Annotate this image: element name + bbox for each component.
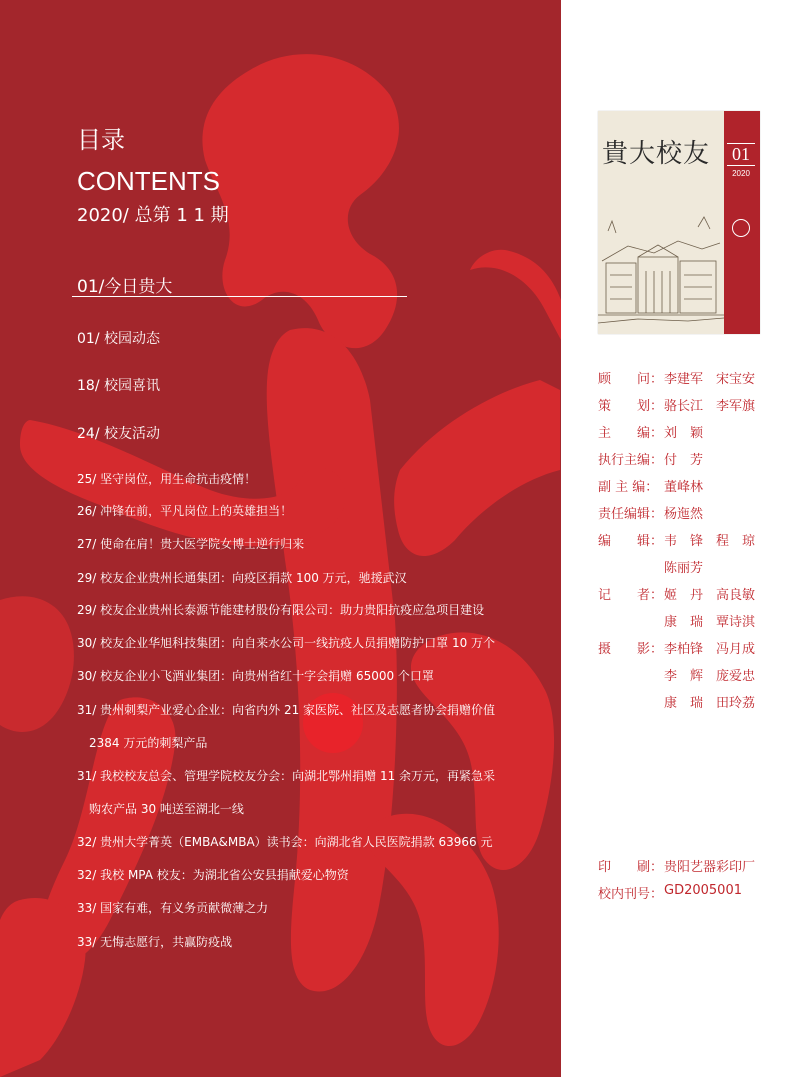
credit-value: 康 瑞 覃诗淇 <box>664 615 756 630</box>
university-seal-icon <box>732 219 750 237</box>
toc-item[interactable]: 30/ 校友企业华旭科技集团：向自来水公司一线抗疫人员捐赠防护口罩 10 万个 <box>77 636 496 650</box>
cover-issue-number: 01 <box>727 143 755 166</box>
toc-item[interactable]: 29/ 校友企业贵州长泰源节能建材股份有限公司：助力贵阳抗疫应急项目建设 <box>77 603 485 617</box>
publication-label: 校内刊号： <box>598 887 664 902</box>
credit-value: 陈丽芳 <box>664 561 704 576</box>
printing-label: 印 刷： <box>598 860 664 875</box>
printing-value: 贵阳艺器彩印厂 <box>664 860 756 875</box>
cover-year: 2020 <box>732 169 750 178</box>
credit-value: 韦 锋 程 琼 <box>664 534 756 549</box>
publication-number: GD2005001 <box>664 883 742 898</box>
toc-item[interactable]: 33/ 国家有难，有义务贡献微薄之力 <box>77 901 269 915</box>
credit-value: 李建军 宋宝安 <box>664 372 756 387</box>
credit-value: 付 芳 <box>664 453 704 468</box>
credit-value: 刘 颖 <box>664 426 704 441</box>
credit-label: 记 者： <box>598 588 664 603</box>
section-title: 01/今日贵大 <box>77 277 173 297</box>
cover-title: 貴大校友 <box>602 139 711 169</box>
credit-label: 责任编辑： <box>598 507 664 522</box>
toc-item-continuation[interactable]: 购农产品 30 吨送至湖北一线 <box>89 802 244 816</box>
toc-item[interactable]: 31/ 贵州刺梨产业爱心企业：向省内外 21 家医院、社区及志愿者协会捐赠价值 <box>77 703 496 717</box>
toc-item[interactable]: 25/ 坚守岗位，用生命抗击疫情！ <box>77 472 257 486</box>
toc-item[interactable]: 30/ 校友企业小飞酒业集团：向贵州省红十字会捐赠 65000 个口罩 <box>77 669 434 683</box>
toc-item[interactable]: 31/ 我校校友总会、管理学院校友分会：向湖北鄂州捐赠 11 余万元，再紧急采 <box>77 769 496 783</box>
toc-item-continuation[interactable]: 2384 万元的刺梨产品 <box>89 736 208 750</box>
toc-item[interactable]: 01/ 校园动态 <box>77 331 160 347</box>
toc-item[interactable]: 29/ 校友企业贵州长通集团：向疫区捐款 100 万元，驰援武汉 <box>77 571 407 585</box>
credit-label: 编 辑： <box>598 534 664 549</box>
contents-heading: CONTENTS <box>77 166 220 196</box>
credit-label: 摄 影： <box>598 642 664 657</box>
credit-label: 顾 问： <box>598 372 664 387</box>
toc-heading: 目录 <box>77 126 125 154</box>
toc-item[interactable]: 27/ 使命在肩！贵大医学院女博士逆行归来 <box>77 537 305 551</box>
campus-building-sketch <box>598 191 724 334</box>
magazine-cover-thumbnail <box>598 111 760 334</box>
credit-value: 杨迤然 <box>664 507 704 522</box>
credit-value: 李 辉 庞爱忠 <box>664 669 756 684</box>
credit-value: 骆长江 李军旗 <box>664 399 756 414</box>
toc-item[interactable]: 24/ 校友活动 <box>77 426 160 442</box>
toc-item[interactable]: 32/ 贵州大学菁英（EMBA&MBA）读书会：向湖北省人民医院捐款 63966 元 <box>77 835 493 849</box>
credit-value: 姬 丹 高良敏 <box>664 588 756 603</box>
toc-item[interactable]: 26/ 冲锋在前，平凡岗位上的英雄担当！ <box>77 504 293 518</box>
credit-value: 康 瑞 田玲荔 <box>664 696 756 711</box>
credit-label: 执行主编： <box>598 453 664 468</box>
credit-value: 董峰林 <box>664 480 704 495</box>
toc-item[interactable]: 32/ 我校 MPA 校友：为湖北省公安县捐献爱心物资 <box>77 868 349 882</box>
toc-item[interactable]: 18/ 校园喜讯 <box>77 378 160 394</box>
credit-label: 副 主 编： <box>598 480 659 495</box>
section-divider <box>72 296 407 297</box>
credit-label: 主 编： <box>598 426 664 441</box>
credit-label: 策 划： <box>598 399 664 414</box>
toc-item[interactable]: 33/ 无悔志愿行，共赢防疫战 <box>77 935 233 949</box>
credit-value: 李柏锋 冯月成 <box>664 642 756 657</box>
issue-number: 2020/ 总第 1 1 期 <box>77 205 229 226</box>
